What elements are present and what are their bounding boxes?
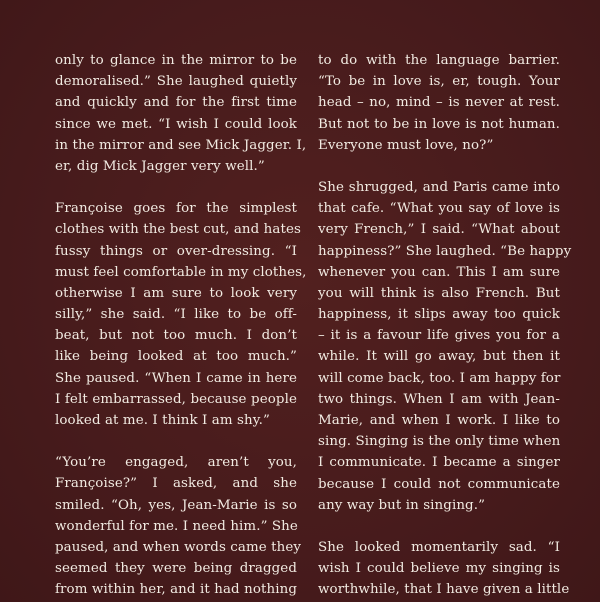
text-line: and quickly and for the first time: [55, 95, 297, 111]
text-line: from within her, and it had nothing: [55, 582, 297, 598]
text-line: any way but in singing.”: [318, 497, 486, 513]
text-line: Marie, and when I work. I like to: [318, 413, 560, 428]
text-line: will come back, too. I am happy for: [318, 370, 561, 386]
text-line: I felt embarrassed, because people: [55, 391, 297, 407]
text-line: Françoise goes for the simplest: [55, 201, 297, 217]
text-line: to do with the language barrier.: [318, 53, 560, 68]
text-line: “You’re engaged, aren’t you,: [55, 455, 297, 471]
text-line: demoralised.” She laughed quietly: [55, 74, 297, 90]
paragraph-mirror: [55, 50, 307, 177]
text-line: happiness?” She laughed. “Be happy: [318, 243, 572, 259]
text-line: paused, and when words came they: [55, 539, 302, 555]
text-line: must feel comfortable in my clothes,: [55, 264, 307, 280]
text-line: Françoise?” I asked, and she: [55, 476, 297, 492]
left-column: [55, 50, 307, 602]
paragraph-happiness: [318, 177, 572, 516]
text-line: very French,” I said. “What about: [318, 222, 560, 238]
text-line: I communicate. I became a singer: [318, 455, 560, 471]
text-line: She looked momentarily sad. “I: [318, 539, 560, 555]
text-line: wish I could believe my singing is: [318, 561, 560, 577]
text-line: er, dig Mick Jagger very well.”: [55, 158, 265, 174]
text-line: looked at me. I think I am shy.”: [55, 413, 270, 428]
paragraph-engaged: [55, 452, 302, 600]
text-line: while. It will go away, but then it: [318, 349, 560, 365]
text-line: smiled. “Oh, yes, Jean-Marie is so: [55, 497, 297, 513]
text-line: clothes with the best cut, and hates: [55, 222, 301, 238]
text-line: beat, but not too much. I don’t: [55, 328, 297, 344]
text-line: like being looked at too much.”: [55, 349, 297, 365]
text-line: happiness, it slips away too quick: [318, 307, 560, 323]
text-line: She paused. “When I came in here: [55, 370, 297, 386]
text-line: But not to be in love is not human.: [318, 116, 560, 132]
paragraph-love: [318, 50, 560, 156]
text-line: in the mirror and see Mick Jagger. I,: [55, 137, 307, 153]
text-line: seemed they were being dragged: [55, 561, 297, 577]
text-line: silly,” she said. “I like to be off-: [55, 307, 297, 323]
text-line: because I could not communicate: [318, 476, 560, 492]
text-line: She shrugged, and Paris came into: [318, 179, 560, 195]
text-line: only to glance in the mirror to be: [55, 53, 297, 68]
text-line: whenever you can. This I am sure: [318, 264, 560, 280]
paragraph-clothes: [55, 198, 307, 431]
text-line: sing. Singing is the only time when: [318, 434, 561, 450]
text-line: otherwise I am sure to look very: [55, 285, 297, 301]
paragraph-sad: [318, 537, 570, 601]
text-line: “To be in love is, er, tough. Your: [318, 74, 560, 90]
text-line: fussy things or over-dressing. “I: [55, 243, 297, 259]
text-line: you will think is also French. But: [318, 285, 560, 301]
text-line: since we met. “I wish I could look: [55, 116, 297, 132]
text-line: two things. When I am with Jean-: [318, 391, 560, 407]
text-line: that cafe. “What you say of love is: [318, 201, 560, 217]
text-line: wonderful for me. I need him.” She: [55, 518, 298, 534]
right-column: [318, 50, 572, 602]
text-line: head – no, mind – is never at rest.: [318, 95, 560, 111]
text-line: worthwhile, that I have given a little: [318, 582, 570, 598]
text-line: – it is a favour life gives you for a: [318, 328, 560, 344]
text-line: Everyone must love, no?”: [318, 137, 494, 153]
